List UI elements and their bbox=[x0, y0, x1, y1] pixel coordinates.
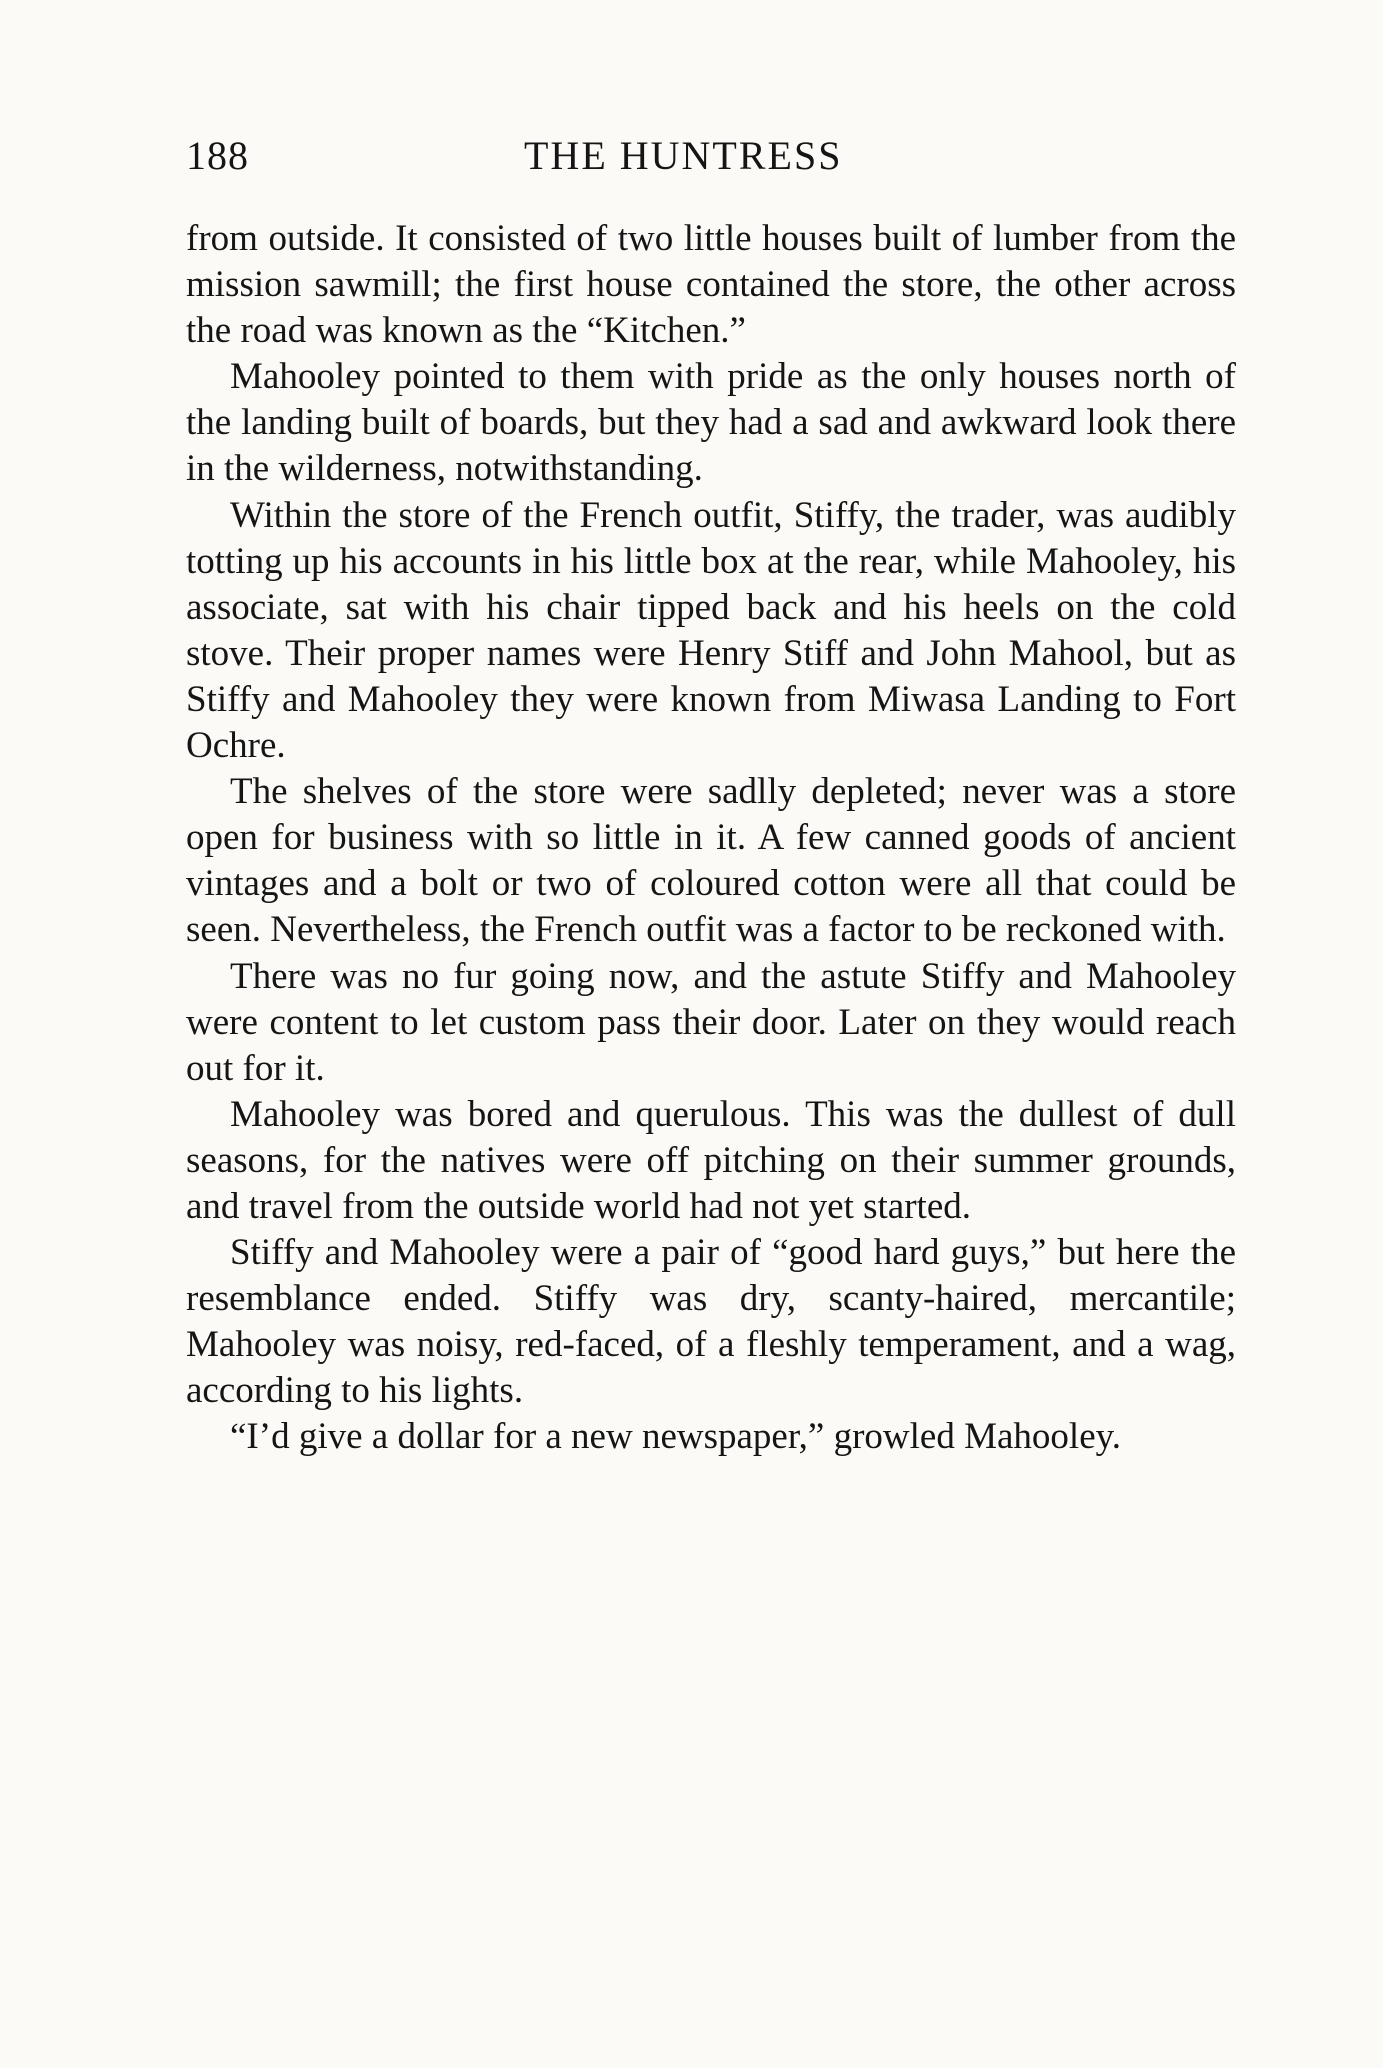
paragraph: There was no fur going now, and the astute Stiffy and Mahooley were content to let custom pass their door. Later on they would reach out for it. bbox=[186, 955, 1236, 1089]
page-number: 188 bbox=[186, 133, 249, 178]
running-head bbox=[186, 132, 1236, 192]
paragraph: Stiffy and Mahooley were a pair of “good hard guys,” but here the resemblance ended. Stiffy was dry, scanty-haired, mercantile; Mahooley was noisy, red-faced, of a fleshly temperament, and a wag, according to his lights. bbox=[186, 1232, 1236, 1412]
paragraph-continued: from outside. It consisted of two little houses built of lumber from the mission sawmill; the first house contained the store, the other across the road was known as the “Kitchen.” bbox=[186, 218, 1236, 352]
body-text bbox=[186, 216, 1236, 1461]
paragraph: Mahooley pointed to them with pride as the only houses north of the landing built of boards, but they had a sad and awkward look there in the wilderness, notwithstanding. bbox=[186, 356, 1236, 490]
paragraph: The shelves of the store were sadlly depleted; never was a store open for business with so little in it. A few canned goods of ancient vintages and a bolt or two of coloured cotton were all that could be seen. Nevertheless, the French outfit was a factor to be reckoned with. bbox=[186, 771, 1236, 951]
paragraph: Within the store of the French outfit, Stiffy, the trader, was audibly totting up his accounts in his little box at the rear, while Mahooley, his associate, sat with his chair tipped back and his heels on the cold stove. Their proper names were Henry Stiff and John Mahool, but as Stiffy and Mahooley they were known from Miwasa Landing to Fort Ochre. bbox=[186, 494, 1236, 767]
paragraph: “I’d give a dollar for a new newspaper,” growled Mahooley. bbox=[230, 1416, 1121, 1458]
paragraph: Mahooley was bored and querulous. This was the dullest of dull seasons, for the natives were off pitching on their summer grounds, and travel from the outside world had not yet started. bbox=[186, 1093, 1236, 1227]
book-title: THE HUNTRESS bbox=[524, 133, 843, 178]
